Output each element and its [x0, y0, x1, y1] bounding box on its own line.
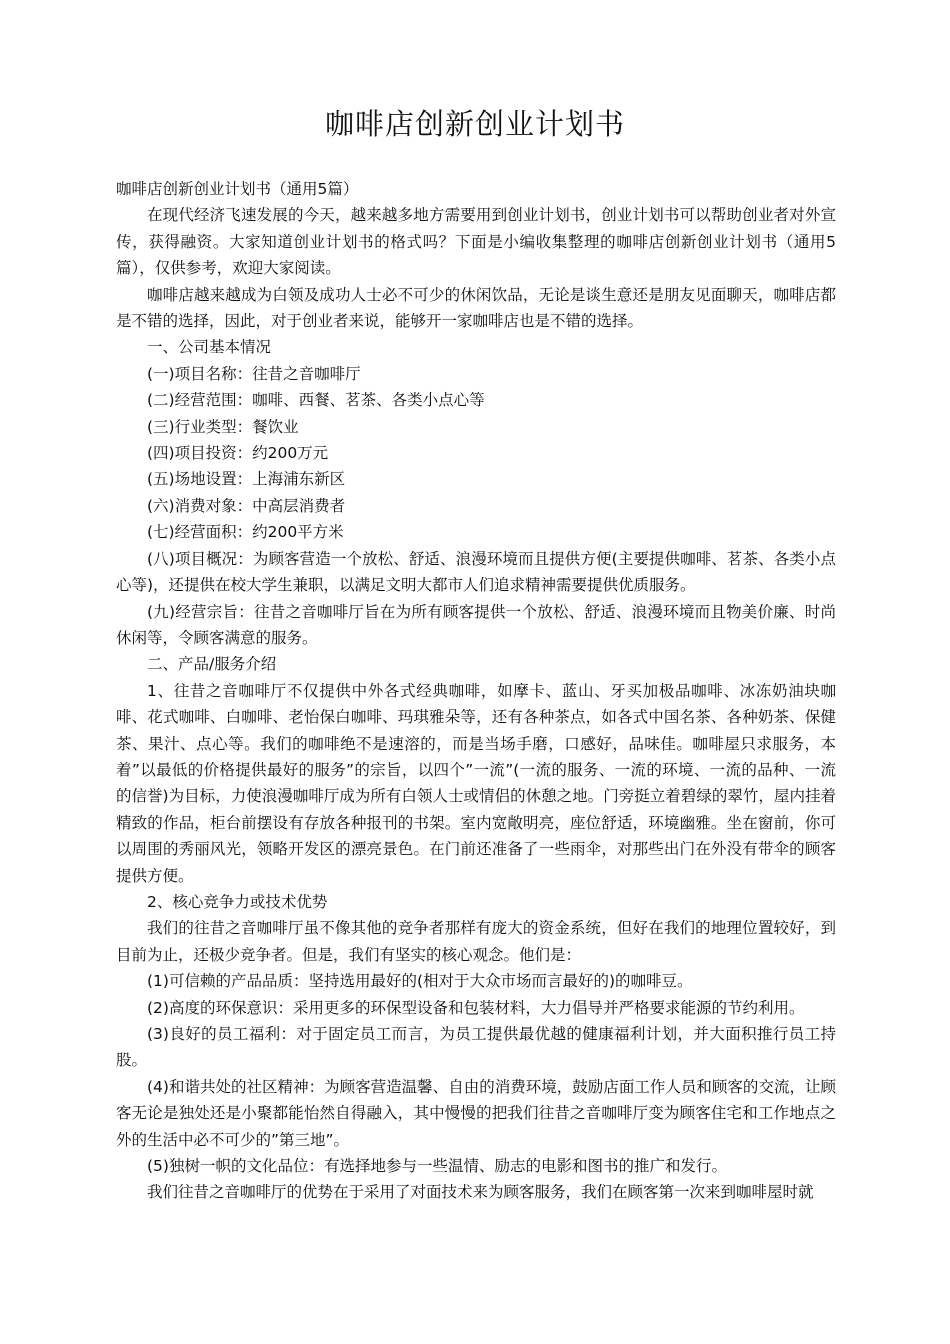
subsection-heading: 2、核心竞争力或技术优势 — [147, 892, 328, 911]
product-paragraph: 1、往昔之音咖啡厅不仅提供中外各式经典咖啡，如摩卡、蓝山、牙买加极品咖啡、冰冻奶油块咖啡、花式咖啡、白咖啡、老怡保白咖啡、玛琪雅朵等，还有各种茶点，如各式中国名茶、各种奶茶、保健茶、果汁、点心等。我们的咖啡绝不是速溶的，而是当场手磨，口感好，品味佳。咖啡屋只求服务，本着”以最低的价格提供最好的服务”的宗旨，以四个”一流”(一流的服务、一流的环境、一流的品种、一流的信誉)为目标，力使浪漫咖啡厅成为所有白领人士或情侣的休憩之地。门旁挺立着碧绿的翠竹，屋内挂着精致的作品，柜台前摆设有存放各种报刊的书架。室内宽敞明亮，座位舒适，环境幽雅。坐在窗前，你可以周围的秀丽风光，领略开发区的漂亮景色。在门前还准备了一些雨伞，对那些出门在外没有带伞的顾客提供方便。 — [116, 681, 836, 885]
closing-paragraph: 我们往昔之音咖啡厅的优势在于采用了对面技术来为顾客服务，我们在顾客第一次来到咖啡屋时就 — [147, 1183, 814, 1202]
intro-paragraph: 在现代经济飞速发展的今天，越来越多地方需要用到创业计划书，创业计划书可以帮助创业者对外宣传，获得融资。大家知道创业计划书的格式吗？下面是小编收集整理的咖啡店创新创业计划书（通用5篇），仅供参考，欢迎大家阅读。 — [116, 206, 836, 278]
company-info-item: (三)行业类型：餐饮业 — [147, 417, 299, 436]
company-info-item: (二)经营范围：咖啡、西餐、茗茶、各类小点心等 — [147, 391, 485, 410]
section-heading: 一、公司基本情况 — [147, 338, 272, 357]
core-point: (4)和谐共处的社区精神：为顾客营造温馨、自由的消费环境，鼓励店面工作人员和顾客的交流，让顾客无论是独处还是小聚都能怡然自得融入，其中慢慢的把我们往昔之音咖啡厅变为顾客住宅和工作地点之外的生活中必不可少的”第三地”。 — [116, 1077, 836, 1149]
company-info-item: (七)经营面积：约200平方米 — [147, 523, 344, 542]
company-info-item: (五)场地设置：上海浦东新区 — [147, 470, 346, 489]
document-body — [116, 176, 836, 1206]
core-intro-paragraph: 我们的往昔之音咖啡厅虽不像其他的竞争者那样有庞大的资金系统，但好在我们的地理位置较好，到目前为止，还极少竞争者。但是，我们有坚实的核心观念。他们是： — [116, 919, 836, 964]
core-point: (2)高度的环保意识：采用更多的环保型设备和包装材料，大力倡导并严格要求能源的节约利用。 — [147, 998, 805, 1017]
core-point: (5)独树一帜的文化品位：有选择地参与一些温情、励志的电影和图书的推广和发行。 — [147, 1157, 727, 1176]
section-heading: 二、产品/服务介绍 — [147, 655, 277, 674]
intro-paragraph: 咖啡店越来越成为白领及成功人士必不可少的休闲饮品，无论是谈生意还是朋友见面聊天，咖啡店都是不错的选择，因此，对于创业者来说，能够开一家咖啡店也是不错的选择。 — [116, 285, 836, 331]
document-subtitle: 咖啡店创新创业计划书（通用5篇） — [116, 180, 359, 198]
company-info-item: (八)项目概况：为顾客营造一个放松、舒适、浪漫环境而且提供方便(主要提供咖啡、茗茶、各类小点心等)，还提供在校大学生兼职，以满足文明大都市人们追求精神需要提供优质服务。 — [116, 549, 836, 595]
core-point: (1)可信赖的产品品质：坚持选用最好的(相对于大众市场而言最好的)的咖啡豆。 — [147, 972, 693, 991]
company-info-item: (九)经营宗旨：往昔之音咖啡厅旨在为所有顾客提供一个放松、舒适、浪漫环境而且物美价廉、时尚休闲等，令顾客满意的服务。 — [116, 602, 836, 647]
company-info-item: (六)消费对象：中高层消费者 — [147, 496, 346, 515]
document-title: 咖啡店创新创业计划书 — [324, 107, 625, 141]
core-point: (3)良好的员工福利：对于固定员工而言，为员工提供最优越的健康福利计划，并大面积推行员工持股。 — [116, 1025, 836, 1070]
company-info-item: (四)项目投资：约200万元 — [147, 444, 329, 463]
company-info-item: (一)项目名称：往昔之音咖啡厅 — [147, 364, 361, 383]
